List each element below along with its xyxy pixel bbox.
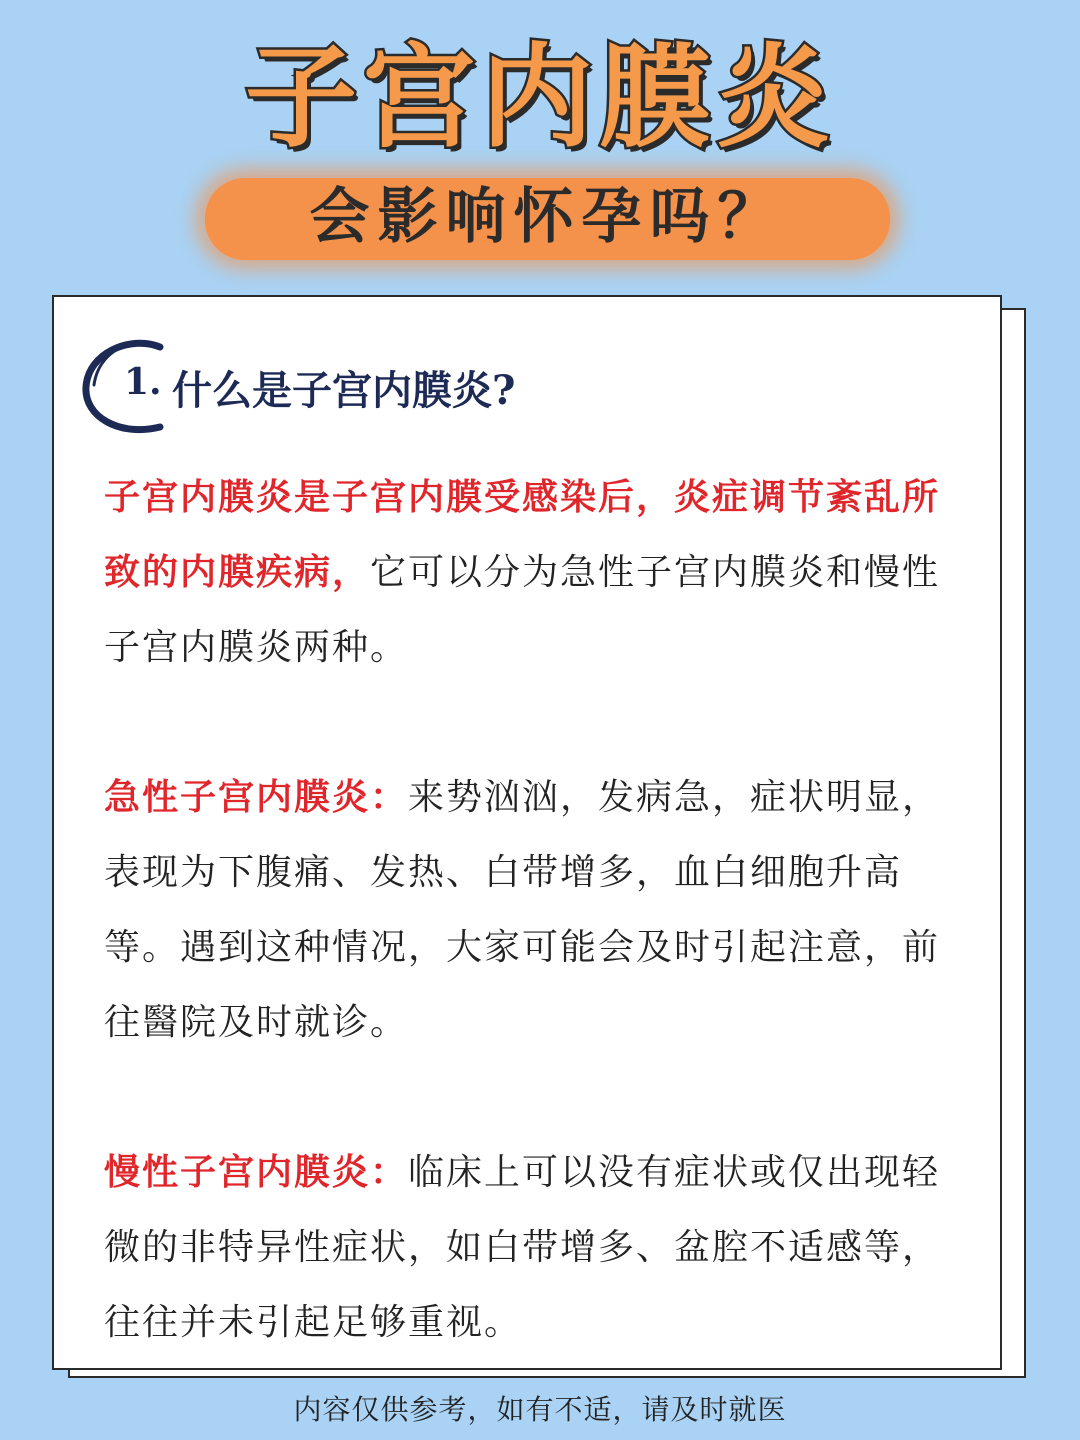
definition-text: 它可以分为急性子宫内膜炎和慢性子宫内膜炎两种。 [104, 552, 941, 668]
subtitle-text: 会影响怀孕吗？ [309, 182, 786, 252]
chronic-label: 慢性子宫内膜炎： [104, 1151, 409, 1193]
definition-highlight: 子宫内膜炎是子宫内膜受感染后，炎症调节紊乱所致的内膜疾病， [104, 476, 941, 593]
subtitle-banner [195, 170, 900, 265]
acute-text: 来势汹汹，发病急，症状明显，表现为下腹痛、发热、白带增多，血白细胞升高等。遇到这种情况，大家可能会及时引起注意，前往醫院及时就诊。 [104, 777, 941, 1043]
section-number: 1. [124, 361, 162, 403]
section-heading [80, 335, 640, 435]
section-title: 什么是子宫内膜炎? [172, 367, 516, 414]
paragraph-acute [104, 760, 954, 1060]
paragraph-chronic [104, 1135, 954, 1360]
footer-disclaimer: 内容仅供参考，如有不适，请及时就医 [293, 1393, 787, 1426]
acute-label: 急性子宫内膜炎： [104, 776, 409, 818]
paragraph-definition [104, 460, 954, 685]
main-title: 子宫内膜炎 [245, 33, 835, 163]
chronic-text: 临床上可以没有症状或仅出现轻微的非特异性症状，如白带增多、盆腔不适感等，往往并未引起足够重视。 [104, 1152, 941, 1343]
